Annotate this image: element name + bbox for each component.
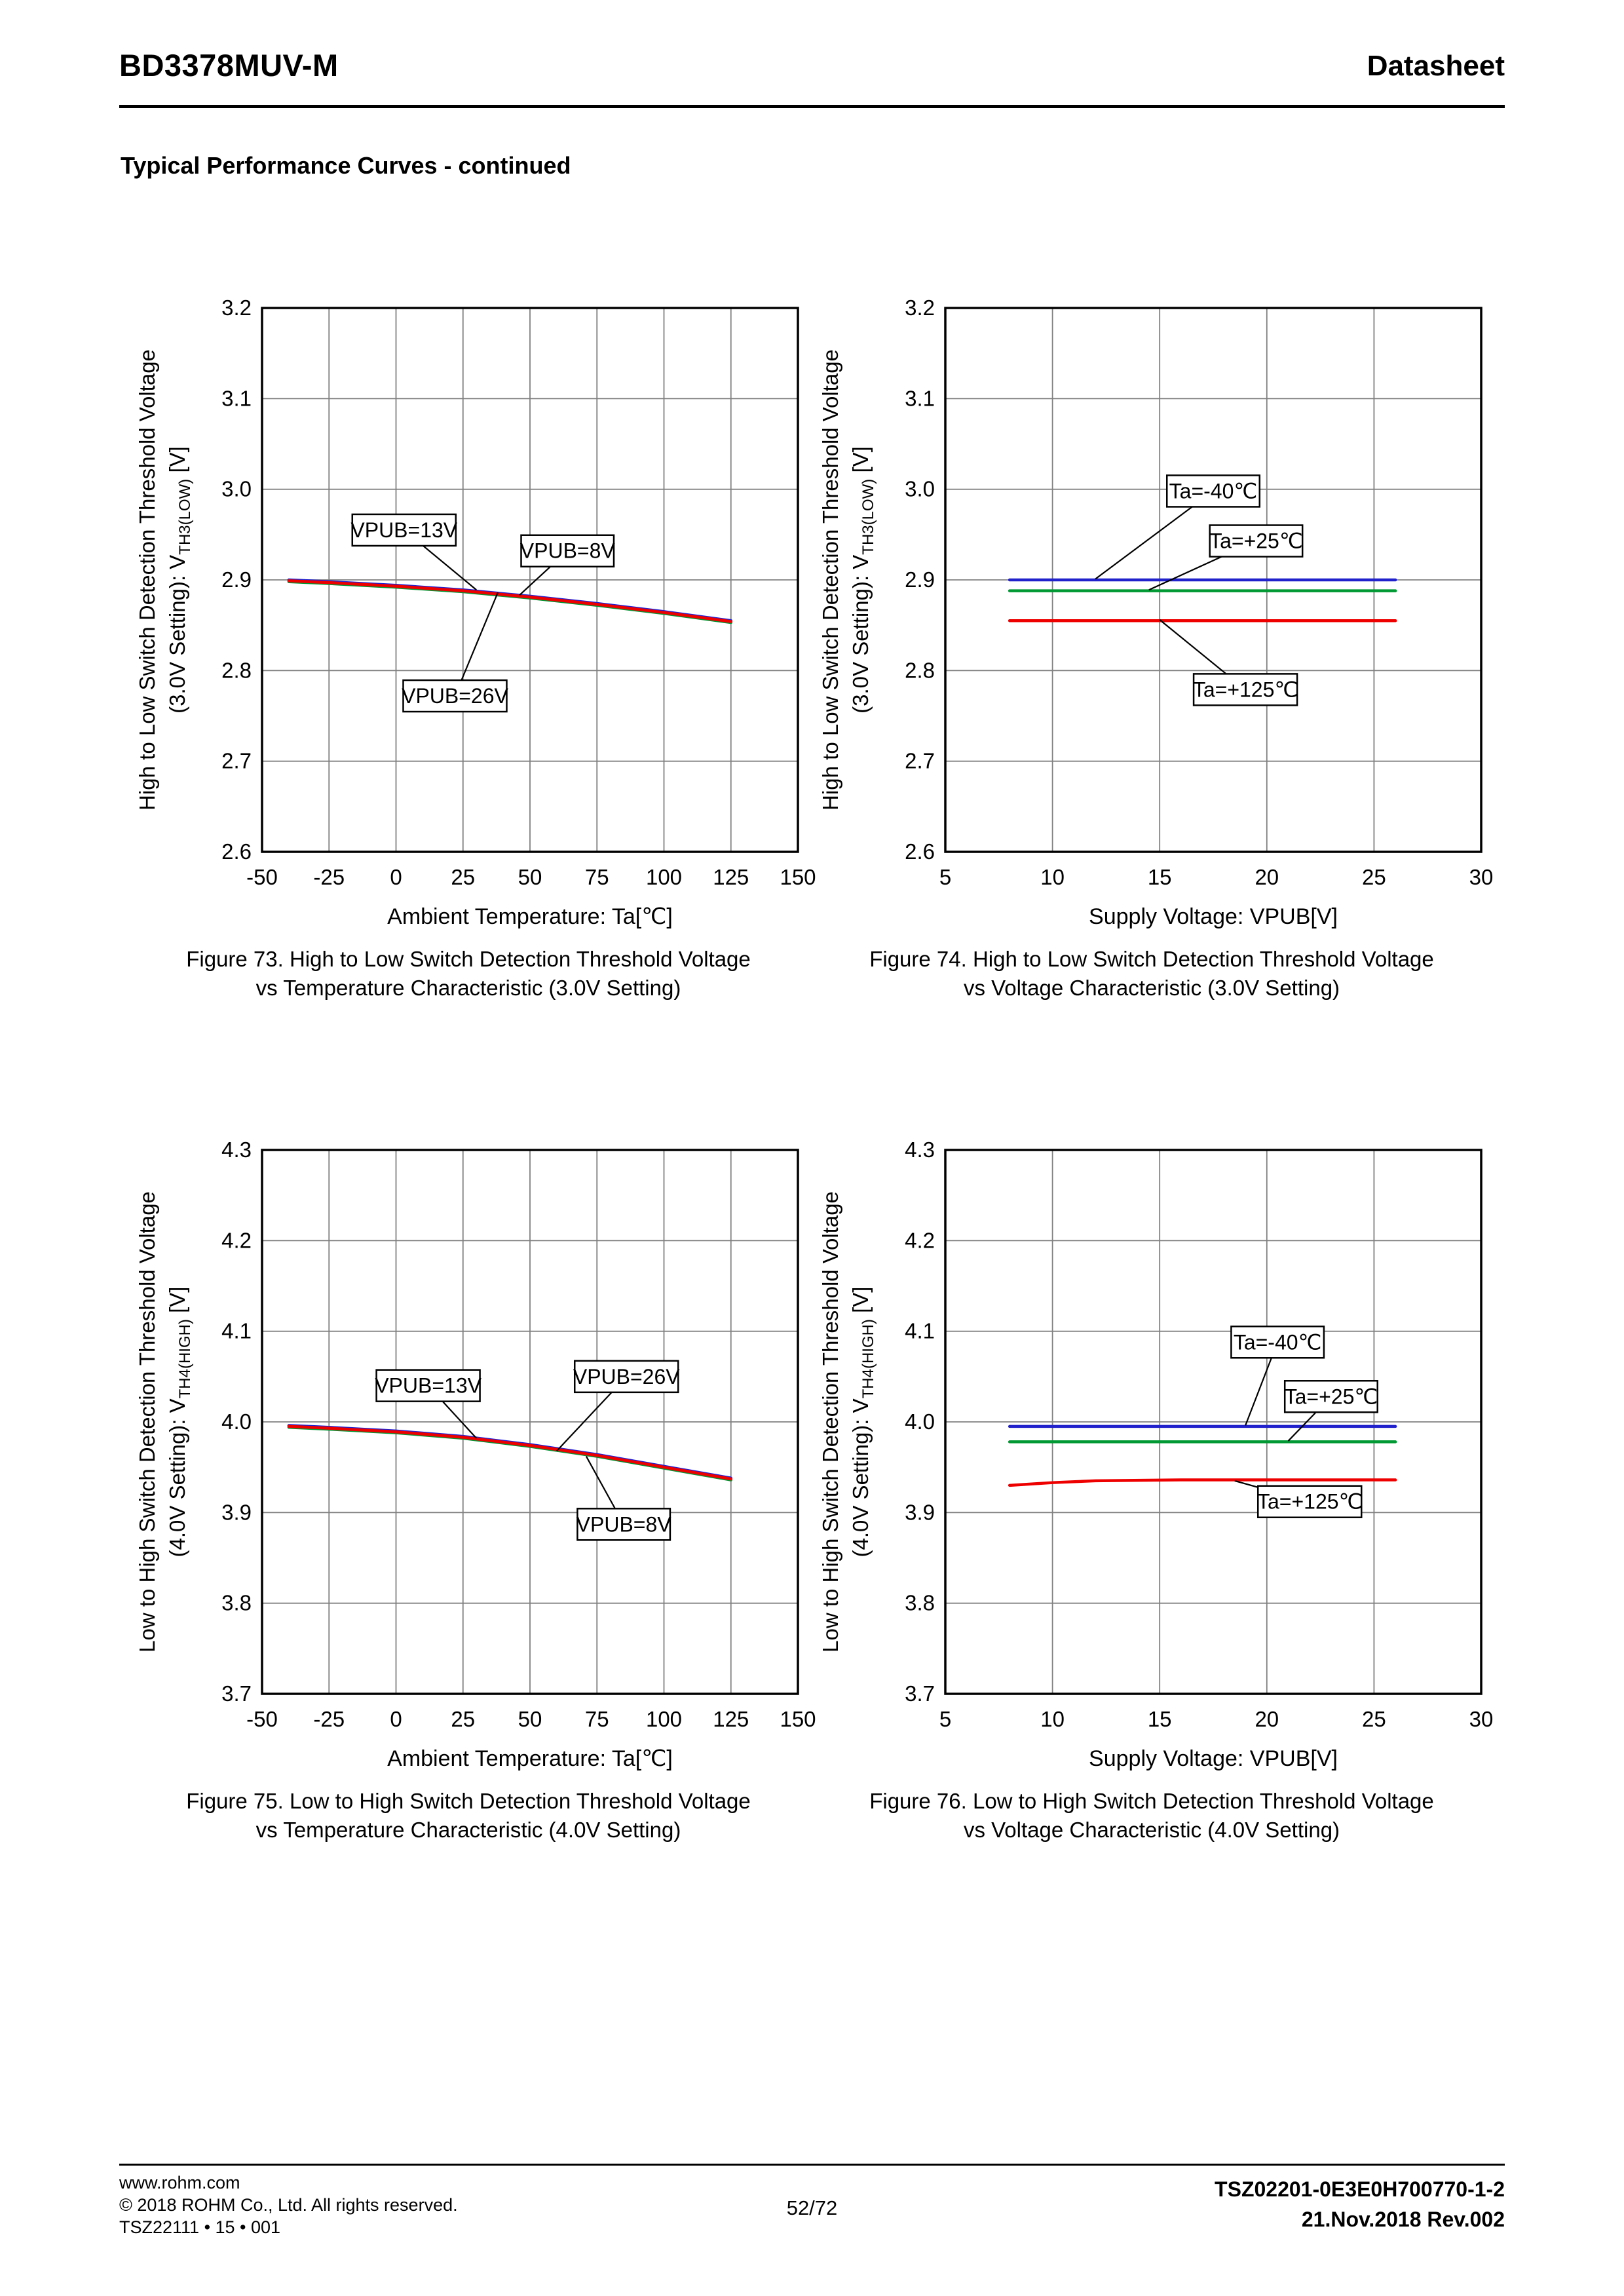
x-tick-label: 30: [1469, 865, 1494, 889]
x-tick-label: 25: [451, 1707, 476, 1731]
figure-75-caption-line1: Figure 75. Low to High Switch Detection Threshold Voltage: [186, 1789, 751, 1813]
x-tick-label: 100: [645, 1707, 683, 1731]
y-tick-label: 4.2: [221, 1228, 252, 1253]
y-axis-label-line2: (4.0V Setting): $V_{TH4(HIGH)}$ [V]: [848, 1286, 877, 1558]
annotation-label: Ta=+25℃: [1284, 1385, 1378, 1409]
x-tick-label: 20: [1255, 1707, 1279, 1731]
figure-74-block: [795, 288, 1509, 1019]
x-tick-label: 150: [780, 1707, 816, 1731]
figure-76-block: [795, 1130, 1509, 1861]
y-tick-label: 2.8: [221, 658, 252, 683]
annotation-label: Ta=+125℃: [1192, 678, 1298, 702]
y-tick-label: 3.8: [905, 1590, 935, 1615]
x-tick-label: 15: [1147, 865, 1172, 889]
x-tick-label: 75: [584, 1707, 609, 1731]
x-tick-label: 75: [584, 865, 609, 889]
x-tick-label: 0: [390, 865, 402, 889]
y-tick-label: 3.8: [221, 1590, 252, 1615]
figure-74-plot: [795, 288, 1509, 944]
figure-73-plot: [111, 288, 825, 944]
x-tick-label: 30: [1469, 1707, 1494, 1731]
x-tick-label: 0: [390, 1707, 402, 1731]
y-tick-label: 3.0: [905, 476, 935, 501]
figure-74-caption-line1: Figure 74. High to Low Switch Detection Threshold Voltage: [869, 947, 1434, 971]
figure-74-caption: [795, 945, 1509, 1002]
x-tick-label: 25: [1362, 1707, 1386, 1731]
y-tick-label: 2.9: [221, 567, 252, 592]
series-line-VPUB=8V: [289, 1427, 731, 1480]
figure-76-caption-line1: Figure 76. Low to High Switch Detection Threshold Voltage: [869, 1789, 1434, 1813]
y-tick-label: 3.2: [221, 296, 252, 320]
annotation-label: VPUB=13V: [350, 518, 458, 542]
x-axis-label: Ambient Temperature: Ta[℃]: [387, 1746, 673, 1771]
y-tick-label: 4.0: [905, 1409, 935, 1434]
y-tick-label: 2.7: [905, 748, 935, 773]
y-axis-label-line1: Low to High Switch Detection Threshold Voltage: [818, 1191, 842, 1653]
x-axis-label: Ambient Temperature: Ta[℃]: [387, 904, 673, 929]
footer-divider: [119, 2164, 1505, 2166]
figure-73-caption: [111, 945, 825, 1002]
x-tick-label: 10: [1040, 1707, 1065, 1731]
x-tick-label: 10: [1040, 865, 1065, 889]
annotation-label: Ta=-40℃: [1233, 1330, 1322, 1354]
x-tick-label: 150: [780, 865, 816, 889]
y-tick-label: 4.0: [221, 1409, 252, 1434]
y-tick-label: 2.8: [905, 658, 935, 683]
document-part-number: BD3378MUV-M: [119, 48, 339, 83]
x-tick-label: -25: [313, 1707, 345, 1731]
series-line-VPUB=26V: [289, 1426, 731, 1479]
annotation-label: Ta=+125℃: [1256, 1489, 1363, 1514]
y-tick-label: 3.1: [905, 386, 935, 411]
footer-copyright: © 2018 ROHM Co., Ltd. All rights reserved.: [119, 2195, 458, 2215]
figure-75-block: [111, 1130, 825, 1861]
y-tick-label: 3.0: [221, 476, 252, 501]
x-tick-label: -25: [313, 865, 345, 889]
y-axis-label-line2: (3.0V Setting): $V_{TH3(LOW)}$ [V]: [165, 446, 194, 714]
x-tick-label: 100: [645, 865, 683, 889]
figure-75-plot: [111, 1130, 825, 1786]
figure-76-caption: [795, 1787, 1509, 1844]
x-tick-label: 50: [518, 1707, 542, 1731]
footer-doc-code: TSZ22111 • 15 • 001: [119, 2217, 281, 2237]
figure-76-plot: [795, 1130, 1509, 1786]
footer-ref-number: TSZ02201-0E3E0H700770-1-2: [1215, 2177, 1505, 2201]
y-tick-label: 2.9: [905, 567, 935, 592]
x-tick-label: 125: [713, 865, 749, 889]
y-tick-label: 3.7: [905, 1681, 935, 1706]
x-tick-label: 15: [1147, 1707, 1172, 1731]
annotation-label: VPUB=26V: [573, 1364, 680, 1388]
y-tick-label: 3.7: [221, 1681, 252, 1706]
y-tick-label: 4.3: [905, 1138, 935, 1162]
x-tick-label: 20: [1255, 865, 1279, 889]
x-tick-label: -50: [246, 1707, 278, 1731]
footer-revision: 21.Nov.2018 Rev.002: [1301, 2208, 1505, 2231]
y-tick-label: 2.7: [221, 748, 252, 773]
x-tick-label: 25: [1362, 865, 1386, 889]
header-divider: [119, 105, 1505, 108]
figure-75-caption: [111, 1787, 825, 1844]
series-line-VPUB=8V: [289, 582, 731, 622]
y-tick-label: 4.1: [905, 1318, 935, 1343]
x-axis-label: Supply Voltage: VPUB[V]: [1089, 1746, 1338, 1771]
y-tick-label: 2.6: [221, 839, 252, 864]
annotation-label: Ta=-40℃: [1169, 479, 1258, 503]
figure-74-caption-line2: vs Voltage Characteristic (3.0V Setting): [963, 975, 1340, 1000]
annotation-label: VPUB=13V: [375, 1373, 482, 1398]
x-tick-label: 125: [713, 1707, 749, 1731]
footer-right: [1215, 2174, 1505, 2234]
y-tick-label: 4.2: [905, 1228, 935, 1253]
x-tick-label: 5: [939, 1707, 952, 1731]
y-axis-label-line1: High to Low Switch Detection Threshold Voltage: [135, 349, 159, 811]
page-number: 52/72: [786, 2196, 838, 2219]
y-tick-label: 3.2: [905, 296, 935, 320]
annotation-label: VPUB=8V: [519, 539, 615, 563]
y-tick-label: 2.6: [905, 839, 935, 864]
y-tick-label: 4.3: [221, 1138, 252, 1162]
series-line-VPUB=13V: [289, 1426, 731, 1478]
x-tick-label: 25: [451, 865, 476, 889]
document-type-label: Datasheet: [1367, 50, 1505, 82]
y-axis-label-line1: High to Low Switch Detection Threshold Voltage: [818, 349, 842, 811]
annotation-label: VPUB=8V: [576, 1512, 671, 1537]
footer-website: www.rohm.com: [119, 2173, 240, 2192]
y-axis-label-line1: Low to High Switch Detection Threshold Voltage: [135, 1191, 159, 1653]
y-tick-label: 4.1: [221, 1318, 252, 1343]
figure-75-caption-line2: vs Temperature Characteristic (4.0V Setting): [255, 1817, 681, 1842]
y-tick-label: 3.9: [221, 1500, 252, 1525]
series-line-Ta=+125℃: [1010, 1480, 1395, 1485]
x-tick-label: 50: [518, 865, 542, 889]
y-tick-label: 3.9: [905, 1500, 935, 1525]
y-axis-label-line2: (4.0V Setting): $V_{TH4(HIGH)}$ [V]: [165, 1286, 194, 1558]
figure-73-caption-line1: Figure 73. High to Low Switch Detection Threshold Voltage: [186, 947, 751, 971]
x-tick-label: 5: [939, 865, 952, 889]
series-line-VPUB=26V: [289, 581, 731, 621]
figure-76-caption-line2: vs Voltage Characteristic (4.0V Setting): [963, 1817, 1340, 1842]
annotation-label: VPUB=26V: [402, 684, 508, 708]
x-tick-label: -50: [246, 865, 278, 889]
y-tick-label: 3.1: [221, 386, 252, 411]
x-axis-label: Supply Voltage: VPUB[V]: [1089, 904, 1338, 929]
figure-73-caption-line2: vs Temperature Characteristic (3.0V Setting): [255, 975, 681, 1000]
y-axis-label-line2: (3.0V Setting): $V_{TH3(LOW)}$ [V]: [848, 446, 877, 714]
figure-73-block: [111, 288, 825, 1019]
annotation-label: Ta=+25℃: [1209, 529, 1303, 553]
section-title: Typical Performance Curves - continued: [121, 152, 571, 179]
